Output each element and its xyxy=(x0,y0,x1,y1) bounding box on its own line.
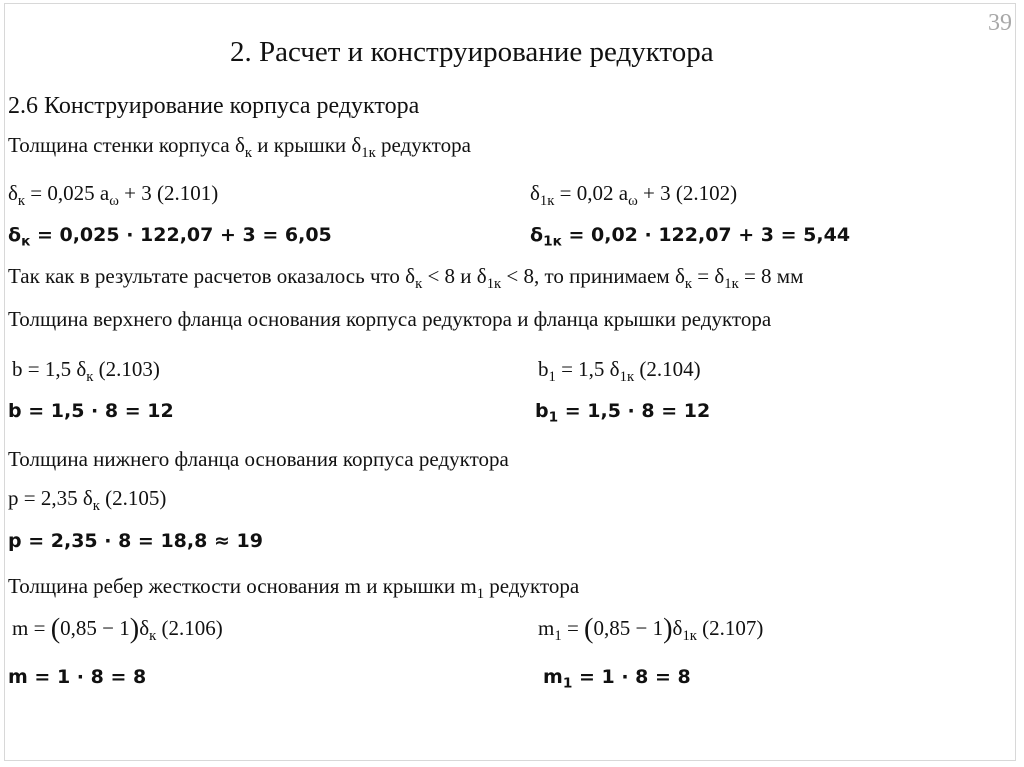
calc-2-103: b = 1,5 · 8 = 12 xyxy=(8,400,174,422)
section-heading: 2.6 Конструирование корпуса редуктора xyxy=(8,93,420,119)
wall-intro: Толщина стенки корпуса $\delta_к$ и крышки $\delta_{1к}$ редуктора xyxy=(8,133,471,162)
formula-2-101: $\delta_к = 0,025$ $a_\omega + 3$ (2.101) xyxy=(8,181,219,210)
formula-2-102: $\delta_{1к} = 0,02$ $a_\omega + 3$ (2.102) xyxy=(530,181,738,210)
lower-flange-intro: Толщина нижнего фланца основания корпуса редуктора xyxy=(8,447,509,471)
formula-2-107: $m_1 = (0,85 - 1)\delta_{1к}$ (2.107) xyxy=(538,613,764,645)
calc-2-107: $m_1 = 1 \cdot 8 = 8$ xyxy=(543,666,691,692)
calc-2-101: $\delta_к = 0,025 \cdot 122,07 + 3 = 6,05$ xyxy=(8,224,332,250)
page-number: 39 xyxy=(988,10,1012,36)
calc-2-102: $\delta_{1к} = 0,02 \cdot 122,07 + 3 = 5,44$ xyxy=(530,224,851,250)
ribs-intro: Толщина ребер жесткости основания m и крышки $m_1$ редуктора xyxy=(8,574,580,603)
upper-flange-intro: Толщина верхнего фланца основания корпуса редуктора и фланца крышки редуктора xyxy=(8,307,772,331)
formula-2-103: b = 1,5 $\delta_к$ (2.103) xyxy=(12,357,160,386)
slide-title: 2. Расчет и конструирование редуктора xyxy=(230,36,714,68)
calc-2-104: $b_1 = 1,5 \cdot 8 = 12$ xyxy=(535,400,711,426)
wall-conclusion: Так как в результате расчетов оказалось что $\delta_к < 8$ и $\delta_{1к} < 8$, то принимаем $\delta_к = \delta_{1к} = 8$ мм xyxy=(8,264,804,293)
formula-2-106: $m = (0,85 - 1)\delta_к$ (2.106) xyxy=(12,613,223,645)
calc-2-106: m = 1 · 8 = 8 xyxy=(8,666,147,688)
calc-2-105: p = 2,35 · 8 = 18,8 ≈ 19 xyxy=(8,530,263,552)
formula-2-105: p = 2,35 $\delta_к$ (2.105) xyxy=(8,486,167,515)
formula-2-104: $b_1 = 1,5$ $\delta_{1к}$ (2.104) xyxy=(538,357,701,386)
